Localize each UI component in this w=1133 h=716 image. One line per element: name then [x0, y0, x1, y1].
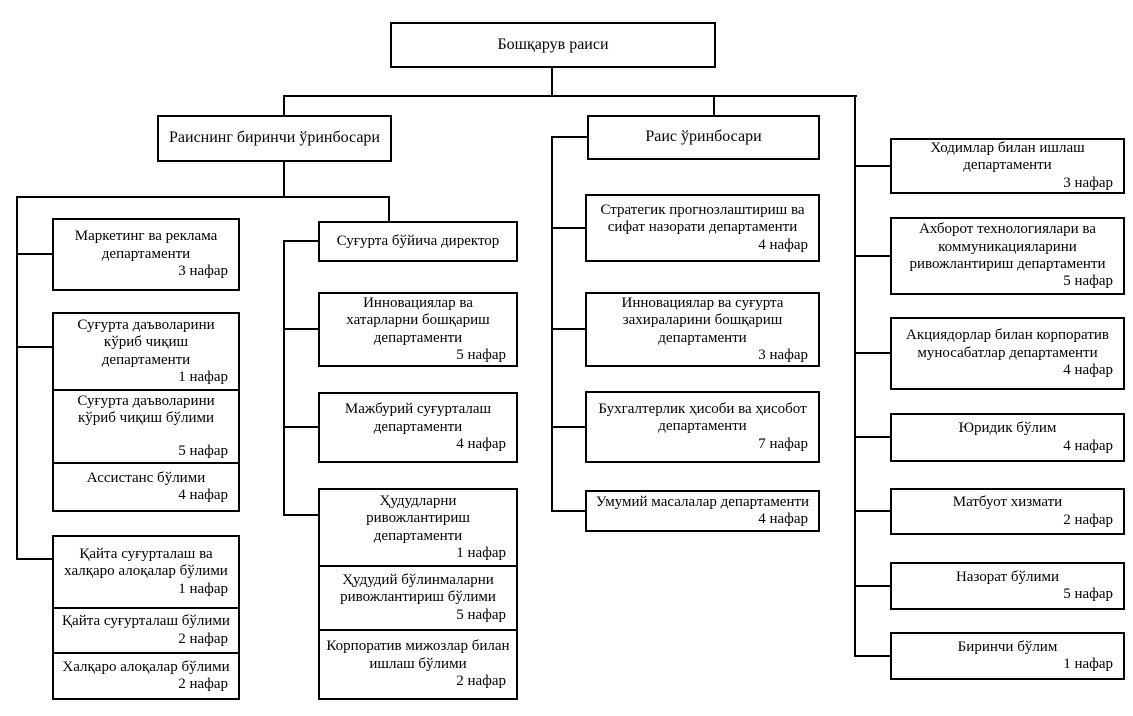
- node-it-communications-department: [890, 217, 1125, 295]
- node-reinsurance-division: [54, 607, 238, 652]
- node-title: Суғурта бўйича директор: [336, 232, 500, 249]
- connector-stub-general-affairs: [551, 510, 587, 512]
- node-title: Раиснинг биринчи ўринбосари: [169, 129, 380, 147]
- connector-stub-mandatory: [283, 426, 318, 428]
- node-title: Бухгалтерлик ҳисоби ва ҳисобот департаменти: [598, 400, 807, 435]
- node-shareholders-corporate-relations-department: [890, 317, 1125, 390]
- group-reinsurance: [52, 535, 240, 700]
- node-title: Назорат бўлими: [955, 568, 1060, 585]
- node-count: 4 нафар: [456, 436, 506, 453]
- node-insurance-director: [318, 221, 518, 262]
- connector-stub-claims: [16, 346, 52, 348]
- node-regional-development-department: [320, 490, 516, 565]
- node-title: Стратегик прогнозлаштириш ва сифат назорати департаменти: [600, 201, 805, 236]
- node-count: 2 нафар: [1063, 511, 1113, 528]
- connector-stub-it: [854, 255, 890, 257]
- group-regional-development: [318, 488, 518, 700]
- node-innovations-insurance-reserves-department: [585, 292, 820, 367]
- node-title: Акциядорлар билан корпоратив муносабатлар департаменти: [906, 327, 1109, 361]
- connector-director-spine: [283, 240, 285, 516]
- connector-far-left-spine: [16, 196, 18, 560]
- node-count: 1 нафар: [178, 580, 228, 597]
- connector-stub-reinsurance: [16, 558, 52, 560]
- connector-drop-first-deputy: [283, 95, 285, 117]
- node-control-division: [890, 562, 1125, 610]
- group-insurance-claims: [52, 312, 240, 512]
- node-title: Ҳудудий бўлинмаларни ривожлантириш бўлими: [340, 571, 496, 606]
- node-title: Ҳудудларни ривожлантириш департаменти: [366, 492, 470, 544]
- node-first-division: [890, 632, 1125, 680]
- connector-root-drop: [551, 68, 553, 97]
- node-regional-units-development-division: [320, 565, 516, 629]
- node-board-chairman: [390, 22, 716, 68]
- connector-director-top-drop: [388, 196, 390, 221]
- node-strategic-forecasting-quality-control-department: [585, 194, 820, 262]
- connector-stub-shareholders: [854, 352, 890, 354]
- connector-first-deputy-drop: [283, 162, 285, 198]
- node-count: 5 нафар: [178, 442, 228, 459]
- node-hr-department: [890, 138, 1125, 194]
- connector-deputy-spine: [551, 136, 553, 512]
- connector-stub-accounting: [551, 426, 587, 428]
- node-count: 4 нафар: [758, 236, 808, 253]
- node-title: Мажбурий суғурталаш департаменти: [344, 401, 492, 435]
- connector-stub-innovations-risks: [283, 328, 318, 330]
- connector-stub-reserves: [551, 328, 587, 330]
- node-press-service: [890, 488, 1125, 535]
- node-international-relations-division: [54, 652, 238, 698]
- node-count: 5 нафар: [1063, 586, 1113, 602]
- node-count: 7 нафар: [758, 435, 808, 452]
- node-title: Ассистанс бўлими: [86, 469, 206, 486]
- node-title: Қайта суғурталаш ва халқаро алоқалар бўлими: [64, 545, 228, 580]
- node-title: Матбуот хизмати: [952, 494, 1063, 511]
- node-title: Ахборот технологиялари ва коммуникацияларини ривожлантириш департаменти: [909, 221, 1106, 272]
- node-insurance-claims-division: [54, 389, 238, 462]
- node-title: Инновациялар ва хатарларни бошқариш департаменти: [346, 294, 490, 346]
- node-title: Инновациялар ва суғурта захираларини бошқариш департаменти: [621, 294, 784, 346]
- connector-stub-first-division: [854, 655, 890, 657]
- node-title: Суғурта даъволарини кўриб чиқиш бўлими: [77, 393, 215, 427]
- node-count: 3 нафар: [178, 263, 228, 280]
- connector-right-spine: [854, 95, 856, 657]
- node-count: 1 нафар: [178, 368, 228, 385]
- node-legal-division: [890, 413, 1125, 462]
- connector-top-rail: [283, 95, 857, 97]
- node-title: Маркетинг ва реклама департаменти: [74, 228, 218, 262]
- node-title: Бошқарув раиси: [497, 35, 609, 53]
- node-innovations-risk-management-department: [318, 292, 518, 367]
- node-title: Суғурта даъволарини кўриб чиқиш департаменти: [77, 316, 215, 368]
- node-count: 3 нафар: [1063, 174, 1113, 191]
- node-count: 5 нафар: [1063, 273, 1113, 290]
- node-count: 2 нафар: [178, 630, 228, 647]
- node-count: 5 нафар: [456, 346, 506, 363]
- node-count: 4 нафар: [178, 487, 228, 503]
- node-assistance-division: [54, 462, 238, 510]
- node-title: Ходимлар билан ишлаш департаменти: [930, 139, 1085, 174]
- node-insurance-claims-department: [54, 314, 238, 389]
- node-count: 4 нафар: [1063, 437, 1113, 454]
- node-count: 1 нафар: [456, 544, 506, 561]
- connector-stub-hr: [854, 165, 890, 167]
- connector-stub-legal: [854, 436, 890, 438]
- node-count: 2 нафар: [178, 676, 228, 692]
- node-corporate-clients-division: [320, 629, 516, 698]
- connector-drop-deputy: [713, 95, 715, 117]
- node-reinsurance-international-division: [54, 537, 238, 607]
- node-title: Биринчи бўлим: [957, 638, 1058, 655]
- connector-stub-regions: [283, 514, 318, 516]
- node-title: Корпоратив мижозлар билан ишлаш бўлими: [326, 638, 510, 672]
- connector-stub-deputy-header: [551, 136, 589, 138]
- node-count: 4 нафар: [1063, 362, 1113, 379]
- connector-stub-control: [854, 585, 890, 587]
- node-title: Халқаро алоқалар бўлими: [62, 658, 230, 675]
- node-title: Юридик бўлим: [958, 420, 1057, 437]
- connector-left-rail: [16, 196, 390, 198]
- node-deputy-chairman: [587, 115, 820, 160]
- connector-stub-press: [854, 510, 890, 512]
- node-accounting-reporting-department: [585, 391, 820, 463]
- connector-stub-strategic: [551, 227, 587, 229]
- node-first-deputy-chairman: [157, 115, 392, 162]
- node-title: Раис ўринбосари: [645, 128, 762, 146]
- node-general-affairs-department: [585, 490, 820, 532]
- node-mandatory-insurance-department: [318, 392, 518, 463]
- node-marketing-advertising-department: [52, 218, 240, 291]
- node-title: Умумий масалалар департаменти: [595, 493, 810, 510]
- node-count: 3 нафар: [758, 346, 808, 363]
- connector-stub-marketing: [16, 253, 52, 255]
- node-count: 5 нафар: [456, 606, 506, 623]
- node-count: 4 нафар: [758, 511, 808, 527]
- node-count: 1 нафар: [1063, 656, 1113, 672]
- connector-stub-director: [283, 240, 318, 242]
- node-title: Қайта суғурталаш бўлими: [62, 613, 230, 630]
- node-count: 2 нафар: [456, 673, 506, 690]
